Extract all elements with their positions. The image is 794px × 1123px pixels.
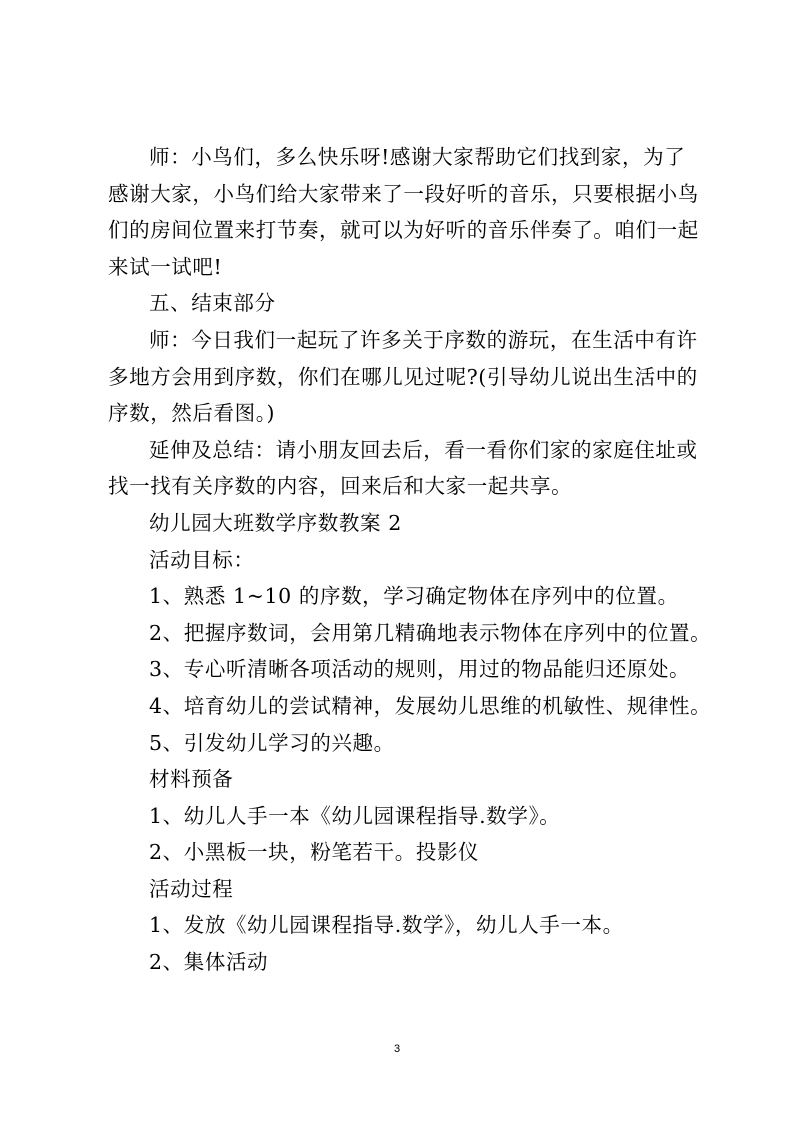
text-line: 活动过程 [149, 876, 234, 901]
text-line: 2、小黑板一块，粉笔若干。投影仪 [149, 840, 480, 865]
text-line: 1、幼儿人手一本《幼儿园课程指导.数学》。 [149, 803, 561, 828]
text-line: 们的房间位置来打节奏，就可以为好听的音乐伴奏了。咱们一起 [108, 218, 699, 243]
text-line: 1、发放《幼儿园课程指导.数学》，幼儿人手一本。 [149, 913, 624, 938]
text-line: 3、专心听清晰各项活动的规则，用过的物品能归还原处。 [149, 657, 691, 682]
text-line: 延伸及总结：请小朋友回去后，看一看你们家的家庭住址或 [149, 437, 698, 462]
text-line: 五、结束部分 [149, 291, 276, 316]
text-line: 师：今日我们一起玩了许多关于序数的游玩，在生活中有许 [149, 327, 698, 352]
text-line: 1、熟悉 1~10 的序数，学习确定物体在序列中的位置。 [149, 584, 679, 609]
text-line: 多地方会用到序数，你们在哪儿见过呢?(引导幼儿说出生活中的 [108, 364, 698, 389]
text-line: 2、集体活动 [149, 950, 269, 975]
text-line: 找一找有关序数的内容，回来后和大家一起共享。 [108, 474, 573, 499]
text-line: 师：小鸟们，多么快乐呀!感谢大家帮助它们找到家，为了 [149, 145, 686, 169]
text-line: 4、培育幼儿的尝试精神，发展幼儿思维的机敏性、规律性。 [149, 693, 712, 718]
text-line: 序数，然后看图。) [108, 401, 276, 426]
document-body [108, 139, 712, 981]
text-line: 2、把握序数词，会用第几精确地表示物体在序列中的位置。 [149, 620, 712, 645]
text-line: 活动目标： [149, 547, 255, 572]
text-line: 幼儿园大班数学序数教案 2 [149, 510, 402, 535]
text-line: 来试一试吧! [108, 254, 223, 279]
text-line: 感谢大家，小鸟们给大家带来了一段好听的音乐，只要根据小鸟 [108, 181, 699, 206]
text-line: 5、引发幼儿学习的兴趣。 [149, 730, 395, 755]
page-number: 3 [393, 1043, 401, 1055]
text-line: 材料预备 [149, 767, 234, 792]
